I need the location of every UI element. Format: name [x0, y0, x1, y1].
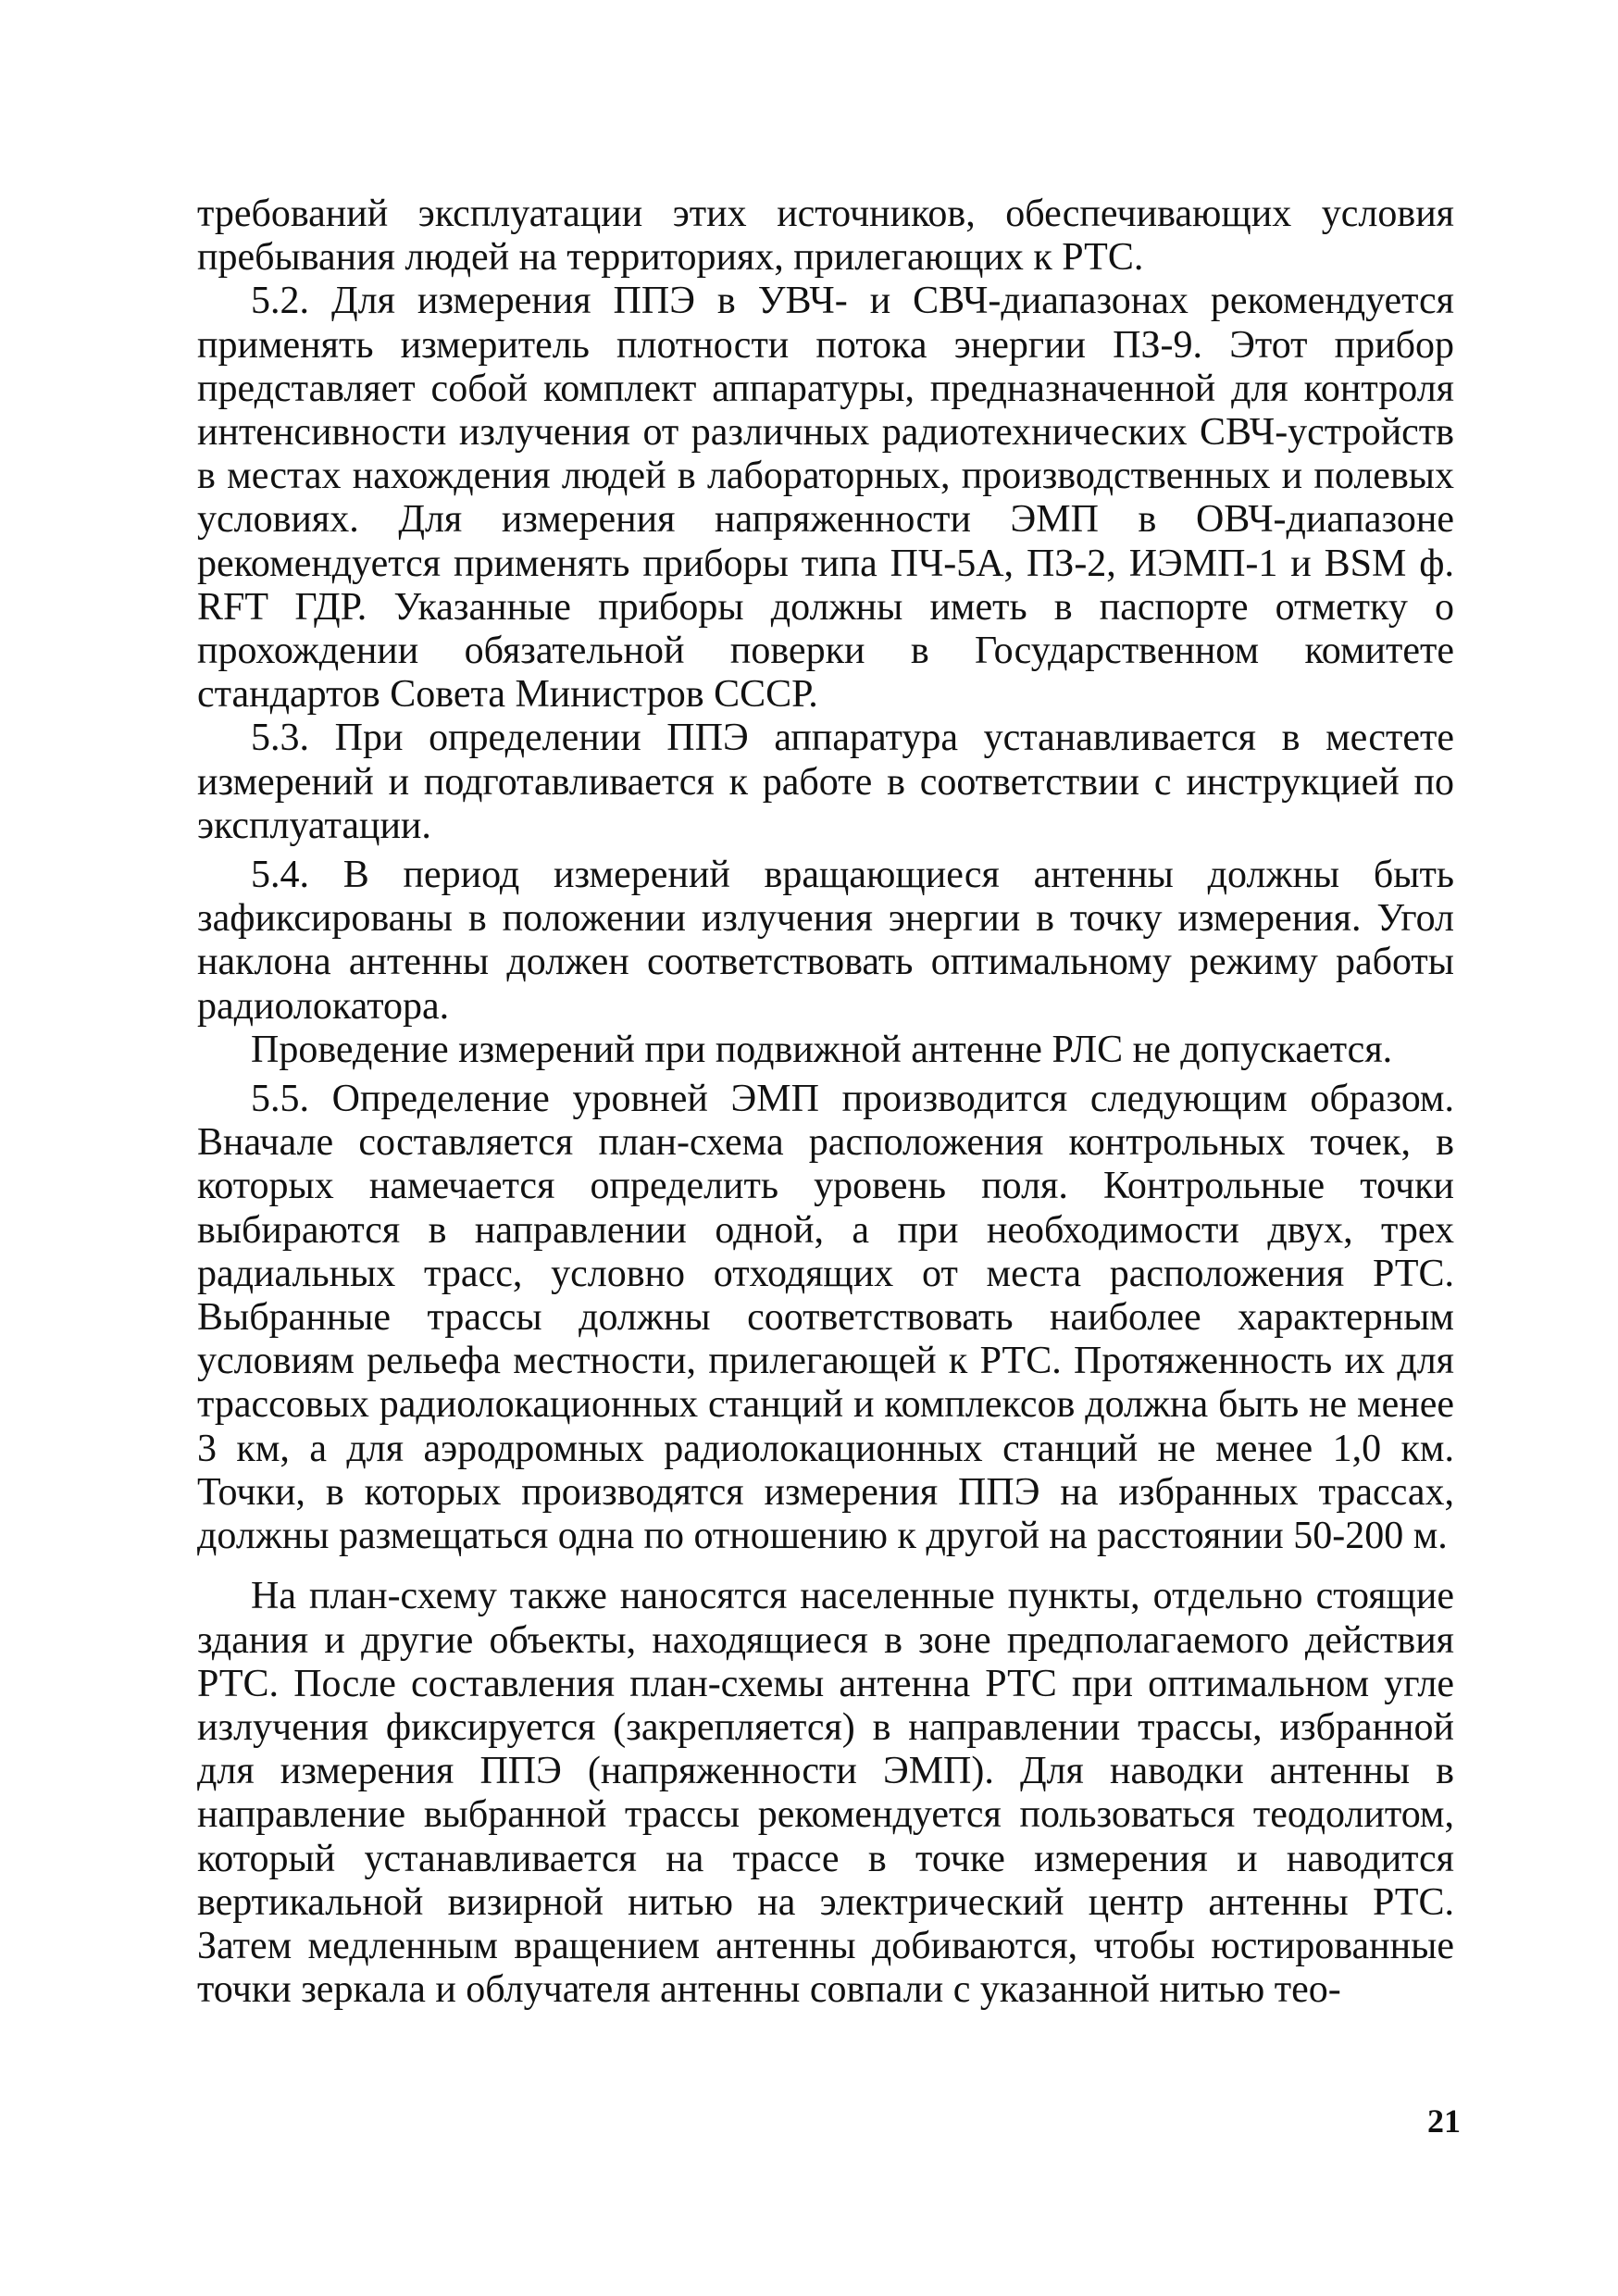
page-number: 21 [1427, 2103, 1461, 2140]
paragraph-plan-scheme: На план-схему также наносятся населенные пункты, отдельно стоящие здания и другие объекты, находящиеся в зоне предполагаемого действия РТС. После составления план-схемы антенна РТС при оптимальном угле излучения фиксируется (закрепляется) в направлении трассы, избранной для измерения ППЭ (напряженности ЭМП). Для наводки антенны в направление выбранной трассы рекомендуется пользоваться теодолитом, который устанавливается на трассе в точке измерения и наводится вертикальной визирной нитью на электрический центр антенны РТС. Затем медленным вращением антенны добиваются, чтобы юстированные точки зеркала и облучателя антенны совпали с указанной нитью тео- [197, 1575, 1454, 2012]
paragraph-5-3: 5.3. При определении ППЭ аппаратура устанавливается в местете измерений и подготавливается к работе в соответствии с инструкцией по эксплуатации. [197, 717, 1454, 847]
paragraph-continuation: требований эксплуатации этих источников, обеспечивающих условия пребывания людей на территориях, прилегающих к РТС. [197, 193, 1454, 280]
paragraph-5-4: 5.4. В период измерений вращающиеся антенны должны быть зафиксированы в положении излучения энергии в точку измерения. Угол наклона антенны должен соответствовать оптимальному режиму работы радиолокатора. [197, 854, 1454, 1028]
page-body [197, 193, 1454, 2012]
paragraph-5-2: 5.2. Для измерения ППЭ в УВЧ- и СВЧ-диапазонах рекомендуется применять измеритель плотности потока энергии ПЗ-9. Этот прибор представляет собой комплект аппаратуры, предназначенной для контроля интенсивности излучения от различных радиотехнических СВЧ-устройств в местах нахождения людей в лабораторных, производственных и полевых условиях. Для измерения напряженности ЭМП в ОВЧ-диапазоне рекомендуется применять приборы типа ПЧ-5А, ПЗ-2, ИЭМП-1 и BSM ф. RFT ГДР. Указанные приборы должны иметь в паспорте отметку о прохождении обязательной поверки в Государственном комитете стандартов Совета Министров СССР. [197, 280, 1454, 717]
paragraph-moving-antenna: Проведение измерений при подвижной антенне РЛС не допускается. [251, 1028, 1393, 1071]
paragraph-5-5: 5.5. Определение уровней ЭМП производится следующим образом. Вначале составляется план-схема расположения контрольных точек, в которых намечается определить уровень поля. Контрольные точки выбираются в направлении одной, а при необходимости двух, трех радиальных трасс, условно отходящих от места расположения РТС. Выбранные трассы должны соответствовать наиболее характерным условиям рельефа местности, прилегающей к РТС. Протяженность их для трассовых радиолокационных станций и комплексов должна быть не менее 3 км, а для аэродромных радиолокационных станций не менее 1,0 км. Точки, в которых производятся измерения ППЭ на избранных трассах, должны размещаться одна по отношению к другой на расстоянии 50-200 м. [197, 1078, 1454, 1558]
